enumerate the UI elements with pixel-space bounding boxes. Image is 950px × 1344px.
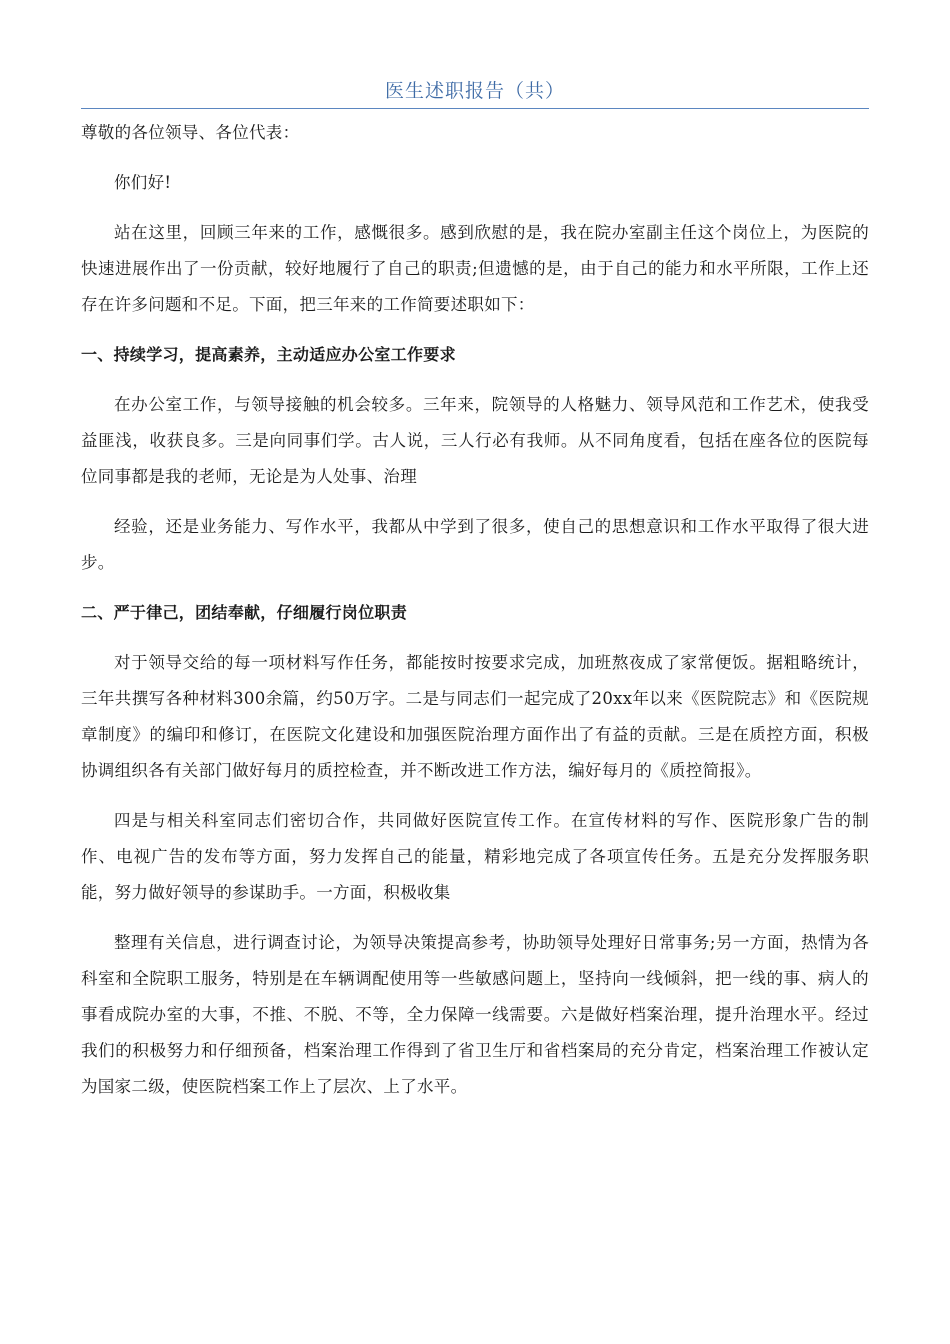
- title-underline: [81, 108, 869, 109]
- body-paragraph: 经验，还是业务能力、写作水平，我都从中学到了很多，使自己的思想意识和工作水平取得了很大进步。: [81, 517, 869, 572]
- document-page: [81, 76, 869, 1105]
- body-paragraph: 对于领导交给的每一项材料写作任务，都能按时按要求完成，加班熬夜成了家常便饭。据粗略统计，三年共撰写各种材料300余篇，约50万字。二是与同志们一起完成了20xx年以来《医院院志》和《医院规章制度》的编印和修订，在医院文化建设和加强医院治理方面作出了有益的贡献。三是在质控方面，积极协调组织各有关部门做好每月的质控检查，并不断改进工作方法，编好每月的《质控简报》。: [81, 653, 869, 780]
- body-paragraph: 四是与相关科室同志们密切合作，共同做好医院宣传工作。在宣传材料的写作、医院形象广告的制作、电视广告的发布等方面，努力发挥自己的能量，精彩地完成了各项宣传任务。五是充分发挥服务职能，努力做好领导的参谋助手。一方面，积极收集: [81, 811, 869, 902]
- body-paragraph: 在办公室工作，与领导接触的机会较多。三年来，院领导的人格魅力、领导风范和工作艺术，使我受益匪浅，收获良多。三是向同事们学。古人说，三人行必有我师。从不同角度看，包括在座各位的医院每位同事都是我的老师，无论是为人处事、治理: [81, 395, 869, 486]
- greeting: 你们好!: [114, 173, 172, 192]
- body-paragraph: 整理有关信息，进行调查讨论，为领导决策提高参考，协助领导处理好日常事务;另一方面，热情为各科室和全院职工服务，特别是在车辆调配使用等一些敏感问题上，坚持向一线倾斜，把一线的事、病人的事看成院办室的大事，不推、不脱、不等，全力保障一线需要。六是做好档案治理，提升治理水平。经过我们的积极努力和仔细预备，档案治理工作得到了省卫生厅和省档案局的充分肯定，档案治理工作被认定为国家二级，使医院档案工作上了层次、上了水平。: [81, 933, 869, 1096]
- section-heading-2: 二、严于律己，团结奉献，仔细履行岗位职责: [81, 603, 408, 622]
- salutation: 尊敬的各位领导、各位代表：: [81, 123, 300, 142]
- intro-paragraph: 站在这里，回顾三年来的工作，感慨很多。感到欣慰的是，我在院办室副主任这个岗位上，为医院的快速进展作出了一份贡献，较好地履行了自己的职责;但遗憾的是，由于自己的能力和水平所限，工作上还存在许多问题和不足。下面，把三年来的工作简要述职如下：: [81, 223, 869, 314]
- document-title: 医生述职报告（共）: [384, 80, 565, 102]
- section-heading-1: 一、持续学习，提高素养，主动适应办公室工作要求: [81, 345, 456, 364]
